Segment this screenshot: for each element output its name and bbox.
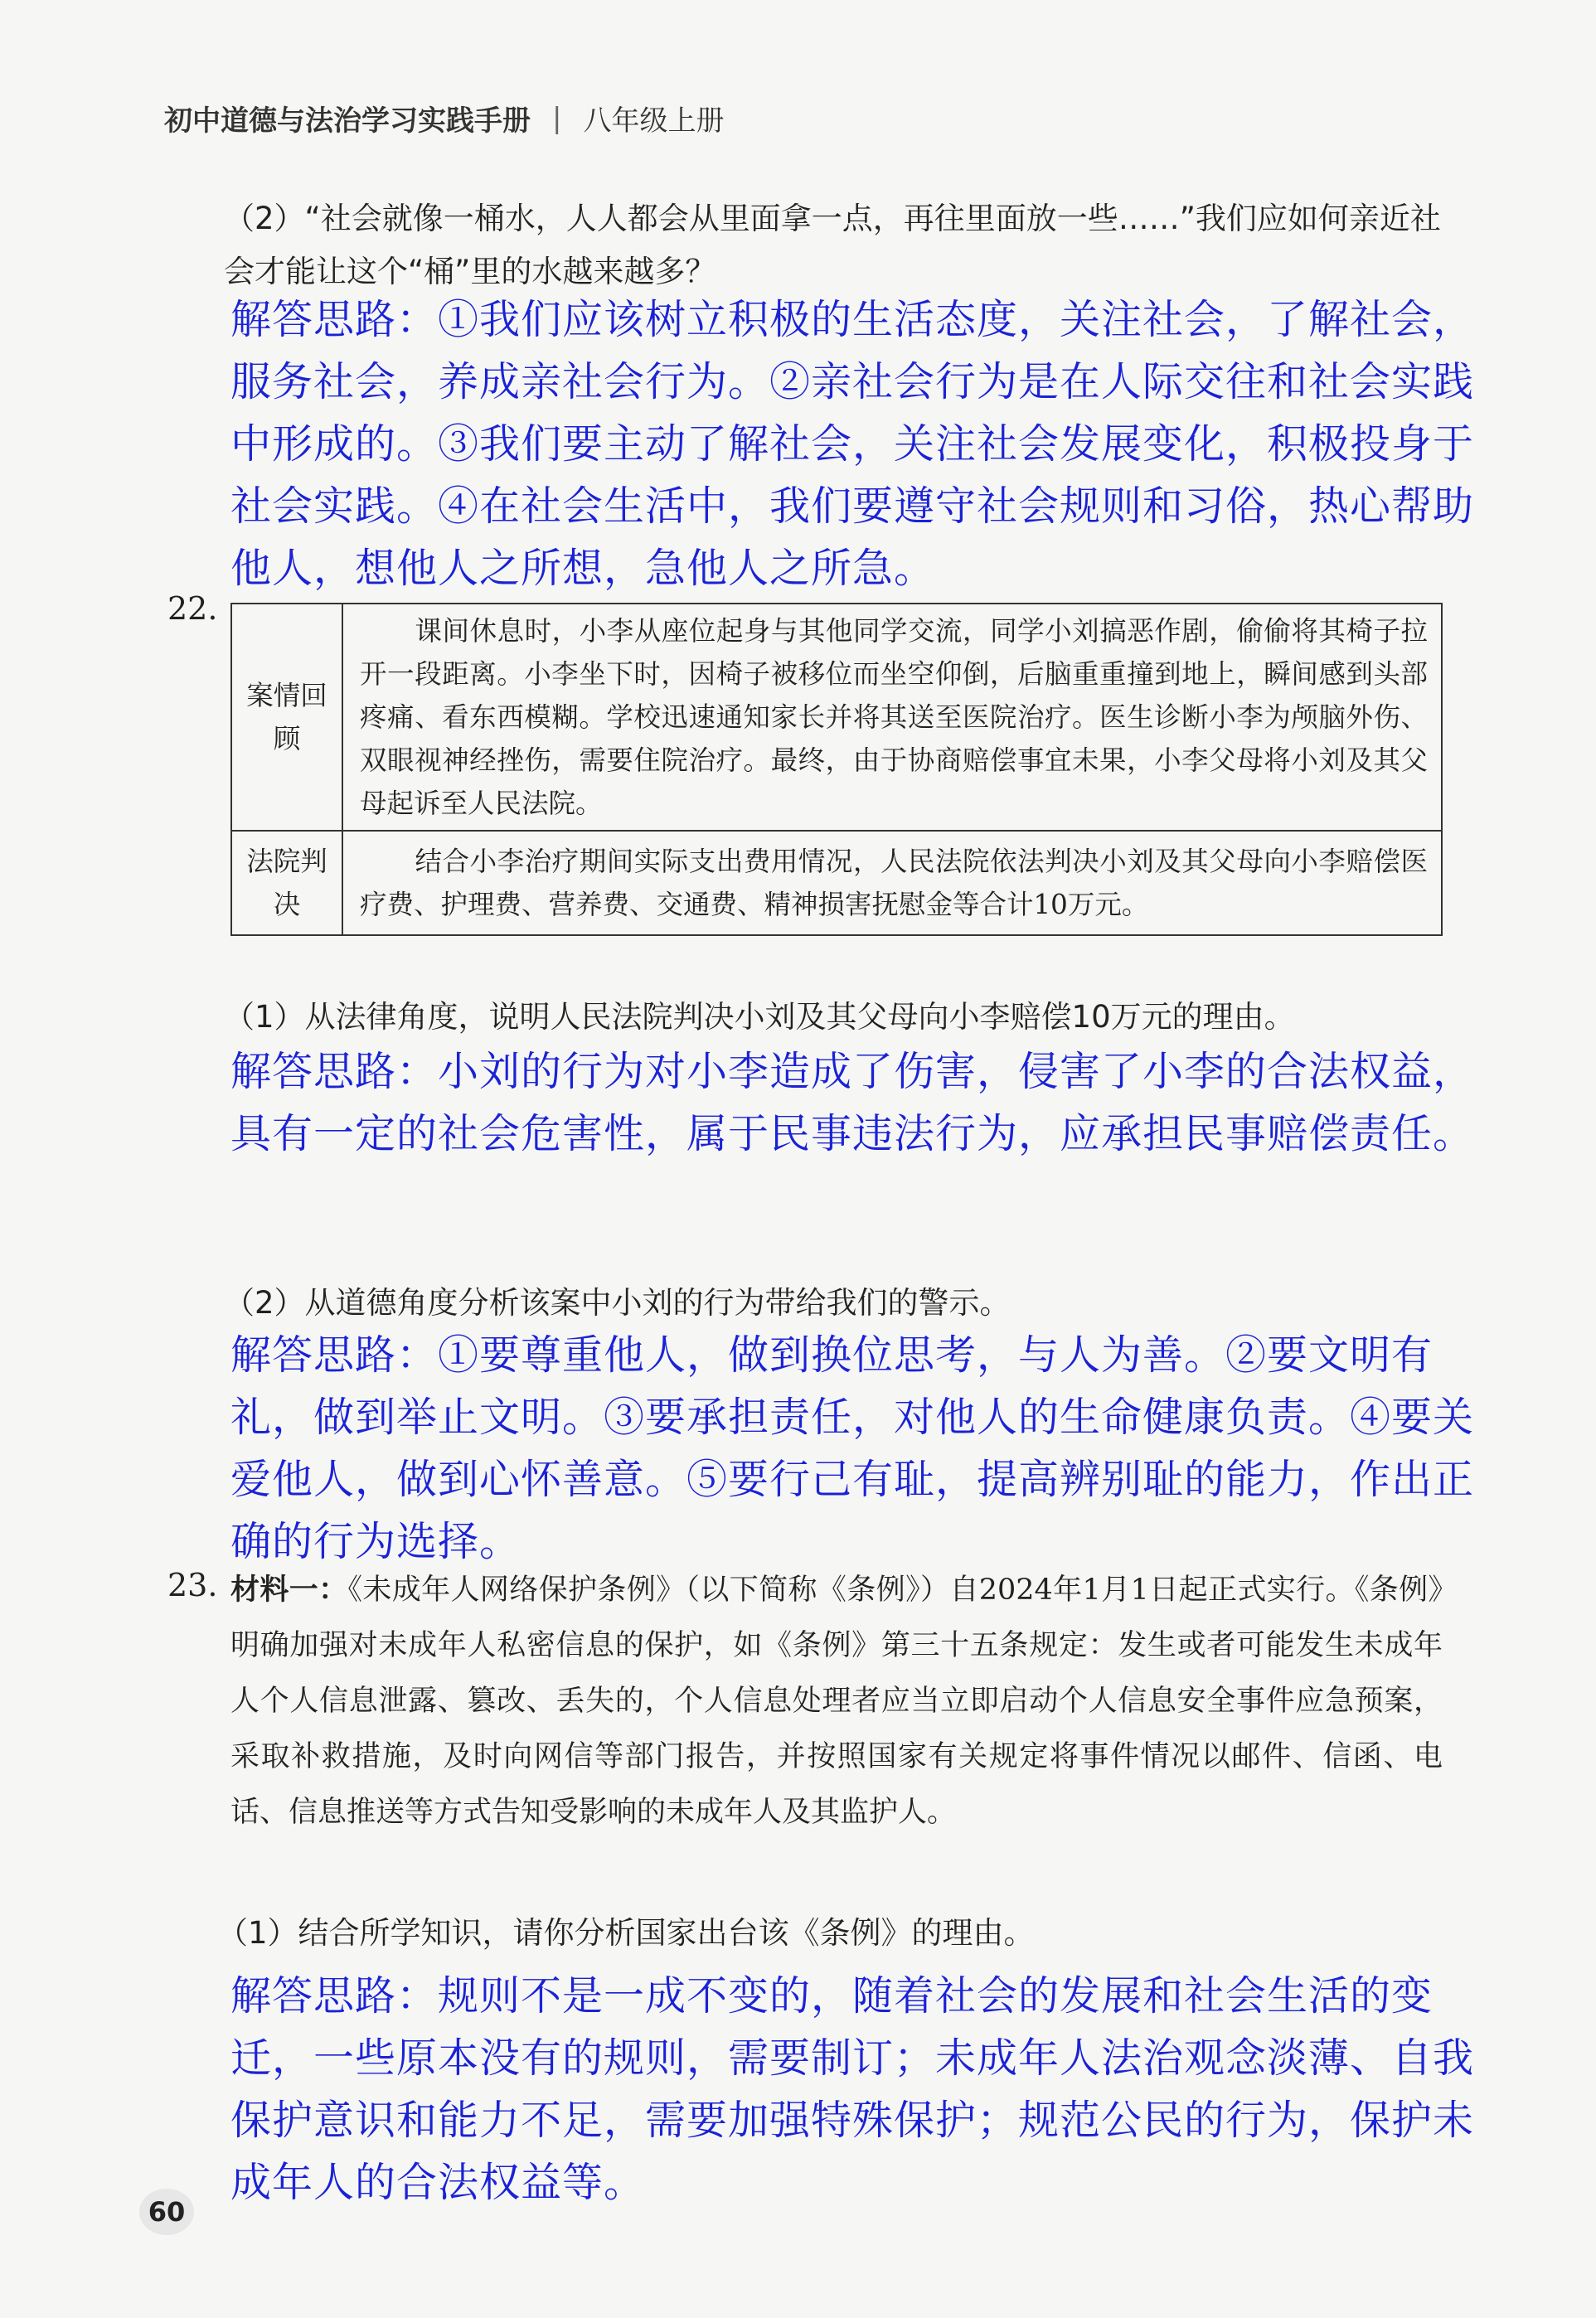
material-label: 材料一： — [230, 1574, 348, 1607]
q22-part1-question: （1）从法律角度，说明人民法院判决小刘及其父母向小李赔偿10万元的理由。 — [224, 999, 1295, 1035]
table-row — [231, 604, 1442, 831]
q21-part2-question: （2）“社会就像一桶水，人人都会从里面拿一点，再往里面放一些……”我们应如何亲近社会才能让这个“桶”里的水越来越多？ — [224, 201, 1441, 289]
q22-part2-question: （2）从道德角度分析该案中小刘的行为带给我们的警示。 — [224, 1285, 1011, 1321]
grade-label: 八年级上册 — [583, 104, 725, 138]
case-review-label: 案情回顾 — [231, 604, 342, 831]
q23-part1-answer: 解答思路：规则不是一成不变的，随着社会的发展和社会生活的变迁，一些原本没有的规则，需要制订；未成年人法治观念淡薄、自我保护意识和能力不足，需要加强特殊保护；规范公民的行为，保护未成年人的合法权益等。 — [230, 1972, 1475, 2206]
material-text: 《未成年人网络保护条例》（以下简称《条例》）自2024年1月1日起正式实行。《条例》明确加强对未成年人私密信息的保护，如《条例》第三十五条规定：发生或者可能发生未成年人个人信息泄露、篡改、丢失的，个人信息处理者应当立即启动个人信息安全事件应急预案，采取补救措施，及时向网信等部门报告，并按照国家有关规定将事件情况以邮件、信函、电话、信息推送等方式告知受影响的未成年人及其监护人。 — [230, 1574, 1443, 1829]
q23-number: 23. — [167, 1567, 218, 1603]
case-review-content: 课间休息时，小李从座位起身与其他同学交流，同学小刘搞恶作剧，偷偷将其椅子拉开一段距离。小李坐下时，因椅子被移位而坐空仰倒，后脑重重撞到地上，瞬间感到头部疼痛、看东西模糊。学校迅速通知家长并将其送至医院治疗。医生诊断小李为颅脑外伤、双眼视神经挫伤，需要住院治疗。最终，由于协商赔偿事宜未果，小李父母将小刘及其父母起诉至人民法院。 — [342, 604, 1442, 831]
book-title: 初中道德与法治学习实践手册 — [164, 104, 531, 138]
court-ruling-label: 法院判决 — [231, 831, 342, 935]
header-separator: | — [552, 101, 562, 135]
court-ruling-content: 结合小李治疗期间实际支出费用情况，人民法院依法判决小刘及其父母向小李赔偿医疗费、护理费、营养费、交通费、精神损害抚慰金等合计10万元。 — [342, 831, 1442, 935]
q21-part2-answer: 解答思路：①我们应该树立积极的生活态度，关注社会，了解社会，服务社会，养成亲社会行为。②亲社会行为是在人际交往和社会实践中形成的。③我们要主动了解社会，关注社会发展变化，积极投身于社会实践。④在社会生活中，我们要遵守社会规则和习俗，热心帮助他人，想他人之所想，急他人之所急。 — [230, 296, 1475, 592]
q23-part1-question: （1）结合所学知识，请你分析国家出台该《条例》的理由。 — [217, 1915, 1035, 1951]
case-table — [230, 603, 1443, 936]
table-row — [231, 831, 1442, 935]
q22-part2-answer: 解答思路：①要尊重他人，做到换位思考，与人为善。②要文明有礼，做到举止文明。③要承担责任，对他人的生命健康负责。④要关爱他人，做到心怀善意。⑤要行己有耻，提高辨别耻的能力，作出正确的行为选择。 — [230, 1331, 1475, 1565]
q23-material — [230, 1563, 1443, 1840]
q22-part1-answer: 解答思路：小刘的行为对小李造成了伤害，侵害了小李的合法权益，具有一定的社会危害性，属于民事违法行为，应承担民事赔偿责任。 — [230, 1048, 1475, 1157]
q22-number: 22. — [167, 590, 218, 627]
running-header — [164, 98, 724, 138]
page-number: 60 — [139, 2189, 194, 2235]
